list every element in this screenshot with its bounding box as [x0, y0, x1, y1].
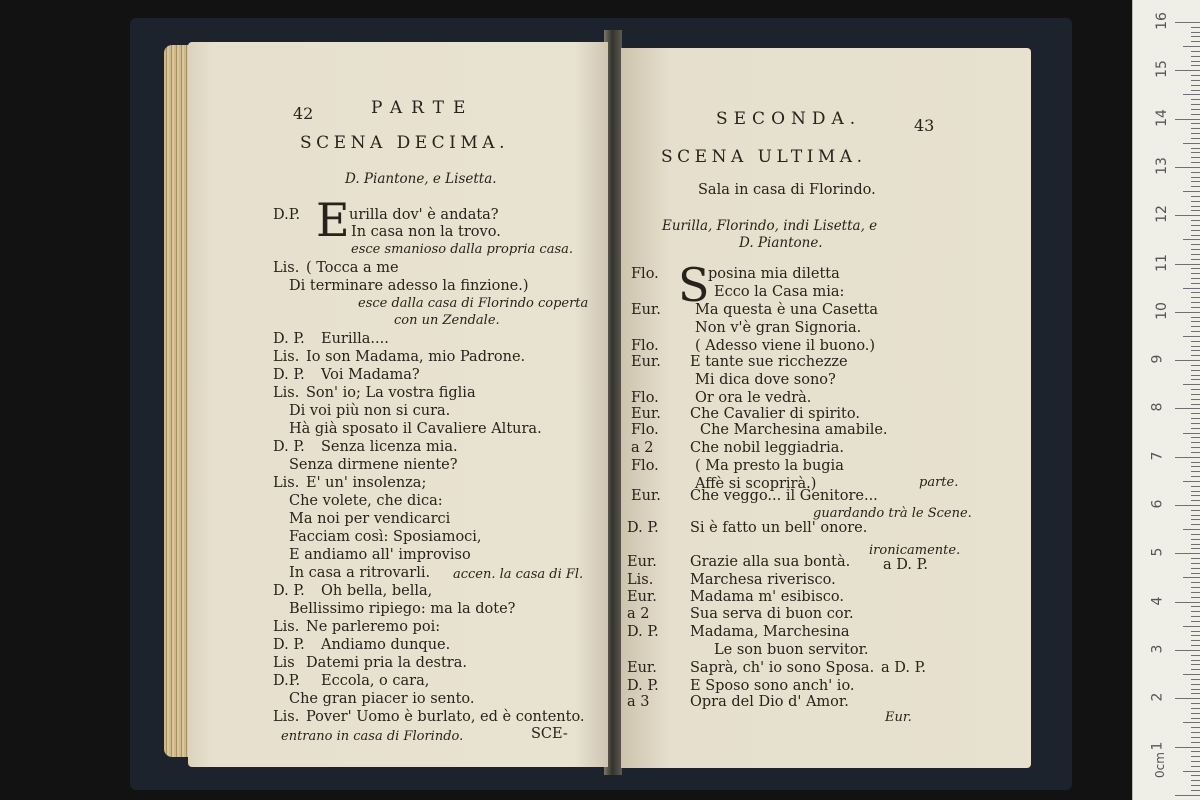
ruler-label: 6 [1149, 499, 1166, 509]
ruler-tick [1191, 51, 1200, 52]
speaker: D.P. [273, 207, 301, 223]
ruler-tick [1191, 370, 1200, 371]
verse-line: Senza licenza mia. [321, 439, 458, 455]
stage-direction: con un Zendale. [394, 313, 500, 328]
ruler-tick [1183, 674, 1200, 675]
ruler-tick [1191, 375, 1200, 376]
verse-line: Di terminare adesso la finzione.) [289, 278, 529, 294]
speaker: Eur. [631, 302, 661, 318]
stage-direction: esce smanioso dalla propria casa. [351, 242, 574, 257]
ruler-tick [1191, 56, 1200, 57]
ruler-label: 10 [1153, 301, 1170, 320]
ruler-tick [1191, 495, 1200, 496]
ruler-tick [1183, 94, 1200, 95]
ruler-tick [1191, 462, 1200, 463]
ruler-label: 7 [1149, 451, 1166, 461]
ruler-label: 5 [1149, 547, 1166, 557]
ruler-tick [1191, 201, 1200, 202]
ruler-label: 8 [1149, 402, 1166, 412]
speaker: Lis. [273, 385, 300, 401]
ruler-tick [1191, 732, 1200, 733]
verse-line: Che gran piacer io sento. [289, 691, 475, 707]
ruler-tick [1191, 500, 1200, 501]
ruler-tick [1191, 172, 1200, 173]
ruler-tick [1191, 669, 1200, 670]
speaker: Eur. [627, 589, 657, 605]
drop-cap: S [678, 258, 710, 312]
verse-line: E Sposo sono anch' io. [690, 678, 855, 694]
ruler-tick [1191, 592, 1200, 593]
scene-characters: Eurilla, Florindo, indi Lisetta, e [662, 218, 878, 234]
ruler-tick [1191, 278, 1200, 279]
running-head: PARTE [371, 98, 475, 118]
ruler-tick [1191, 123, 1200, 124]
speaker: D.P. [273, 673, 301, 689]
verse-line: Senza dirmene niente? [289, 457, 458, 473]
ruler-tick [1191, 548, 1200, 549]
verse-line: Sua serva di buon cor. [690, 606, 854, 622]
ruler-tick [1183, 384, 1200, 385]
ruler-tick [1191, 394, 1200, 395]
ruler-tick [1191, 780, 1200, 781]
ruler-tick [1183, 288, 1200, 289]
ruler-tick [1191, 196, 1200, 197]
ruler-label: 16 [1153, 12, 1170, 30]
verse-line: Affè si scoprirà.) [695, 476, 817, 492]
ruler-tick [1191, 114, 1200, 115]
verse-line: Madama m' esibisco. [690, 589, 844, 605]
ruler-tick [1191, 273, 1200, 274]
verse-line: posina mia diletta [708, 266, 840, 282]
ruler-tick [1191, 341, 1200, 342]
scene-title: SCENA ULTIMA. [661, 147, 867, 167]
speaker: Lis. [273, 709, 300, 725]
verse-line: Io son Madama, mio Padrone. [306, 349, 526, 365]
verse-line: In casa non la trovo. [351, 224, 501, 240]
verse-line: Ecco la Casa mia: [714, 284, 845, 300]
verse-line: Che volete, che dica: [289, 493, 443, 509]
speaker: Flo. [631, 338, 659, 354]
ruler-tick [1183, 529, 1200, 530]
ruler-label: 11 [1153, 253, 1170, 272]
ruler-tick [1183, 771, 1200, 772]
speaker: D. P. [273, 583, 305, 599]
ruler-tick [1183, 433, 1200, 434]
ruler-tick [1191, 225, 1200, 226]
ruler-tick [1191, 737, 1200, 738]
ruler-tick [1191, 775, 1200, 776]
ruler-tick [1191, 524, 1200, 525]
running-head: SECONDA. [716, 109, 862, 129]
ruler-tick [1191, 99, 1200, 100]
verse-line: Non v'è gran Signoria. [695, 320, 862, 336]
ruler-tick [1191, 452, 1200, 453]
ruler-tick [1191, 568, 1200, 569]
ruler-tick [1191, 766, 1200, 767]
verse-line: E' un' insolenza; [306, 475, 427, 491]
speaker: Eur. [627, 660, 657, 676]
speaker: D. P. [627, 520, 659, 536]
catchword: SCE- [531, 726, 568, 742]
ruler-tick [1191, 244, 1200, 245]
verse-line: Pover' Uomo è burlato, ed è contento. [306, 709, 585, 725]
ruler-tick [1191, 389, 1200, 390]
ruler-tick [1191, 104, 1200, 105]
ruler-tick [1191, 718, 1200, 719]
ruler-tick [1191, 128, 1200, 129]
page-number: 42 [293, 104, 314, 123]
verse-line: ( Tocca a me [306, 260, 399, 276]
ruler-tick [1191, 476, 1200, 477]
ruler-tick [1191, 660, 1200, 661]
ruler-tick [1191, 321, 1200, 322]
speaker: D. P. [273, 331, 305, 347]
ruler-tick [1191, 631, 1200, 632]
ruler-tick [1191, 756, 1200, 757]
verse-line: In casa a ritrovarli. [289, 565, 431, 581]
ruler-tick [1191, 606, 1200, 607]
ruler-tick [1191, 447, 1200, 448]
ruler-tick [1175, 312, 1200, 313]
ruler-tick [1175, 264, 1200, 265]
speaker: Flo. [631, 390, 659, 406]
ruler-tick [1191, 645, 1200, 646]
ruler-tick [1175, 795, 1200, 796]
ruler-label: 12 [1153, 205, 1170, 224]
verse-line: Voi Madama? [321, 367, 420, 383]
ruler-tick [1191, 597, 1200, 598]
ruler-tick [1191, 138, 1200, 139]
ruler-tick [1175, 215, 1200, 216]
stage-direction: accen. la casa di Fl. [453, 567, 584, 582]
speaker: Lis. [273, 260, 300, 276]
ruler-tick [1183, 577, 1200, 578]
ruler-tick [1191, 471, 1200, 472]
ruler-tick [1191, 587, 1200, 588]
page-number: 43 [914, 116, 935, 135]
ruler-label: 13 [1153, 156, 1170, 175]
ruler-unit-label: 0cm [1152, 752, 1167, 778]
verse-line: Grazie alla sua bontà. [690, 554, 851, 570]
ruler-tick [1191, 307, 1200, 308]
ruler-tick [1191, 85, 1200, 86]
ruler-tick [1191, 693, 1200, 694]
speaker: Eur. [627, 554, 657, 570]
verse-line: Le son buon servitor. [714, 642, 869, 658]
speaker: D. P. [627, 678, 659, 694]
left-page [188, 42, 608, 767]
speaker: Lis. [627, 572, 654, 588]
verse-line: Eccola, o cara, [321, 673, 430, 689]
verse-line: Datemi pria la destra. [306, 655, 467, 671]
ruler-tick [1191, 80, 1200, 81]
verse-line: Facciam così: Sposiamoci, [289, 529, 482, 545]
scene-characters: D. Piantone. [739, 235, 823, 251]
ruler-tick [1191, 331, 1200, 332]
ruler-tick [1191, 268, 1200, 269]
ruler-tick [1191, 75, 1200, 76]
ruler-label: 14 [1153, 108, 1170, 127]
ruler-tick [1175, 457, 1200, 458]
ruler-tick [1191, 573, 1200, 574]
ruler-tick [1191, 428, 1200, 429]
ruler-tick [1191, 355, 1200, 356]
ruler-tick [1183, 143, 1200, 144]
verse-line: Son' io; La vostra figlia [306, 385, 476, 401]
ruler-tick [1191, 539, 1200, 540]
verse-line: Che veggo... il Genitore... [690, 488, 878, 504]
speaker: Eur. [631, 406, 661, 422]
ruler-tick [1191, 727, 1200, 728]
speaker: D. P. [627, 624, 659, 640]
ruler-tick [1191, 148, 1200, 149]
ruler-tick [1191, 36, 1200, 37]
verse-line: urilla dov' è andata? [349, 207, 499, 223]
ruler-tick [1175, 553, 1200, 554]
ruler-tick [1191, 664, 1200, 665]
ruler-tick [1191, 418, 1200, 419]
ruler-tick [1175, 505, 1200, 506]
ruler-tick [1191, 152, 1200, 153]
speaker: Lis. [273, 349, 300, 365]
ruler-tick [1191, 186, 1200, 187]
speaker: Lis. [273, 475, 300, 491]
ruler-tick [1191, 621, 1200, 622]
ruler-tick [1191, 61, 1200, 62]
ruler-tick [1191, 640, 1200, 641]
ruler-tick [1191, 534, 1200, 535]
measurement-ruler [1132, 0, 1200, 800]
ruler-tick [1191, 423, 1200, 424]
ruler-tick [1191, 437, 1200, 438]
ruler-tick [1191, 399, 1200, 400]
ruler-tick [1175, 22, 1200, 23]
ruler-tick [1191, 790, 1200, 791]
speaker: Flo. [631, 422, 659, 438]
verse-line: Marchesa riverisco. [690, 572, 836, 588]
ruler-tick [1191, 761, 1200, 762]
stage-direction: entrano in casa di Florindo. [281, 729, 464, 744]
ruler-tick [1191, 259, 1200, 260]
scene-title: SCENA DECIMA. [300, 133, 509, 153]
scene-setting: Sala in casa di Florindo. [698, 182, 876, 198]
ruler-tick [1191, 350, 1200, 351]
ruler-tick [1183, 191, 1200, 192]
ruler-tick [1191, 413, 1200, 414]
ruler-tick [1191, 206, 1200, 207]
right-page [621, 48, 1031, 768]
ruler-tick [1191, 379, 1200, 380]
ruler-tick [1191, 616, 1200, 617]
ruler-tick [1191, 544, 1200, 545]
stage-direction: parte. [919, 475, 959, 490]
scene-characters: D. Piantone, e Lisetta. [345, 171, 497, 187]
speaker: a 2 [627, 606, 650, 622]
ruler-tick [1191, 326, 1200, 327]
ruler-tick [1183, 46, 1200, 47]
ruler-tick [1191, 655, 1200, 656]
ruler-tick [1191, 679, 1200, 680]
speaker: Flo. [631, 458, 659, 474]
ruler-label: 15 [1153, 60, 1170, 79]
ruler-tick [1191, 297, 1200, 298]
ruler-tick [1191, 635, 1200, 636]
verse-line: Mi dica dove sono? [695, 372, 836, 388]
stage-direction: ironicamente. [869, 543, 961, 558]
stage-direction: guardando trà le Scene. [813, 506, 972, 521]
ruler-label: 3 [1149, 644, 1166, 654]
ruler-tick [1191, 157, 1200, 158]
ruler-tick [1183, 722, 1200, 723]
ruler-tick [1175, 119, 1200, 120]
verse-line: Ma noi per vendicarci [289, 511, 451, 527]
ruler-label: 2 [1149, 692, 1166, 702]
ruler-tick [1191, 486, 1200, 487]
ruler-tick [1191, 249, 1200, 250]
ruler-tick [1191, 220, 1200, 221]
ruler-tick [1191, 65, 1200, 66]
ruler-tick [1191, 442, 1200, 443]
ruler-tick [1191, 751, 1200, 752]
verse-line: Ma questa è una Casetta [695, 302, 879, 318]
ruler-label: 1 [1149, 741, 1166, 750]
speaker: D. P. [273, 439, 305, 455]
ruler-tick [1191, 90, 1200, 91]
stage-direction: a D. P. [881, 660, 927, 676]
speaker: D. P. [273, 637, 305, 653]
verse-line: Bellissimo ripiego: ma la dote? [289, 601, 516, 617]
drop-cap: E [316, 193, 350, 247]
ruler-tick [1191, 177, 1200, 178]
speaker: a 2 [631, 440, 654, 456]
verse-line: Andiamo dunque. [321, 637, 451, 653]
ruler-tick [1191, 283, 1200, 284]
speaker: Lis [273, 655, 295, 671]
ruler-tick [1191, 510, 1200, 511]
verse-line: Che nobil leggiadria. [690, 440, 845, 456]
ruler-tick [1175, 602, 1200, 603]
speaker: Lis. [273, 619, 300, 635]
ruler-tick [1191, 181, 1200, 182]
verse-line: ( Adesso viene il buono.) [695, 338, 876, 354]
ruler-tick [1175, 408, 1200, 409]
ruler-tick [1175, 650, 1200, 651]
ruler-label: 9 [1149, 354, 1166, 364]
ruler-tick [1191, 684, 1200, 685]
ruler-tick [1191, 785, 1200, 786]
ruler-label: 4 [1149, 596, 1166, 606]
verse-line: Che Marchesina amabile. [700, 422, 888, 438]
verse-line: E tante sue ricchezze [690, 354, 848, 370]
ruler-tick [1191, 41, 1200, 42]
verse-line: Ne parleremo poi: [306, 619, 441, 635]
ruler-tick [1191, 230, 1200, 231]
verse-line: Opra del Dio d' Amor. [690, 694, 849, 710]
speaker: Eur. [631, 354, 661, 370]
verse-line: ( Ma presto la bugia [695, 458, 844, 474]
verse-line: Or ora le vedrà. [695, 390, 812, 406]
ruler-tick [1191, 466, 1200, 467]
ruler-tick [1191, 582, 1200, 583]
speaker: Eur. [631, 488, 661, 504]
ruler-tick [1191, 742, 1200, 743]
ruler-tick [1191, 491, 1200, 492]
ruler-tick [1191, 133, 1200, 134]
verse-line: Eurilla.... [321, 331, 389, 347]
ruler-tick [1175, 698, 1200, 699]
ruler-tick [1183, 336, 1200, 337]
ruler-tick [1191, 563, 1200, 564]
ruler-tick [1191, 703, 1200, 704]
ruler-tick [1191, 611, 1200, 612]
speaker: D. P. [273, 367, 305, 383]
ruler-tick [1191, 708, 1200, 709]
ruler-tick [1183, 481, 1200, 482]
stage-direction: a D. P. [883, 557, 929, 573]
ruler-tick [1191, 302, 1200, 303]
ruler-tick [1191, 32, 1200, 33]
verse-line: Oh bella, bella, [321, 583, 433, 599]
ruler-tick [1191, 404, 1200, 405]
ruler-tick [1191, 519, 1200, 520]
ruler-tick [1191, 292, 1200, 293]
ruler-tick [1191, 254, 1200, 255]
ruler-tick [1191, 713, 1200, 714]
verse-line: Che Cavalier di spirito. [690, 406, 860, 422]
ruler-tick [1191, 317, 1200, 318]
speaker: Flo. [631, 266, 659, 282]
verse-line: Si è fatto un bell' onore. [690, 520, 868, 536]
ruler-tick [1191, 109, 1200, 110]
ruler-tick [1191, 689, 1200, 690]
ruler-tick [1183, 626, 1200, 627]
verse-line: Di voi più non si cura. [289, 403, 451, 419]
verse-line: Madama, Marchesina [690, 624, 850, 640]
ruler-tick [1191, 558, 1200, 559]
ruler-tick [1191, 235, 1200, 236]
ruler-tick [1175, 70, 1200, 71]
verse-line: Hà già sposato il Cavaliere Altura. [289, 421, 542, 437]
ruler-tick [1191, 210, 1200, 211]
ruler-tick [1191, 346, 1200, 347]
ruler-tick [1191, 515, 1200, 516]
stage-direction: esce dalla casa di Florindo coperta [358, 296, 589, 311]
ruler-tick [1191, 27, 1200, 28]
speaker: a 3 [627, 694, 650, 710]
ruler-tick [1175, 360, 1200, 361]
ruler-tick [1183, 239, 1200, 240]
catchword: Eur. [885, 710, 912, 725]
ruler-tick [1175, 747, 1200, 748]
ruler-tick [1191, 365, 1200, 366]
ruler-tick [1175, 167, 1200, 168]
verse-line: E andiamo all' improviso [289, 547, 471, 563]
ruler-tick [1191, 162, 1200, 163]
verse-line: Saprà, ch' io sono Sposa. [690, 660, 875, 676]
